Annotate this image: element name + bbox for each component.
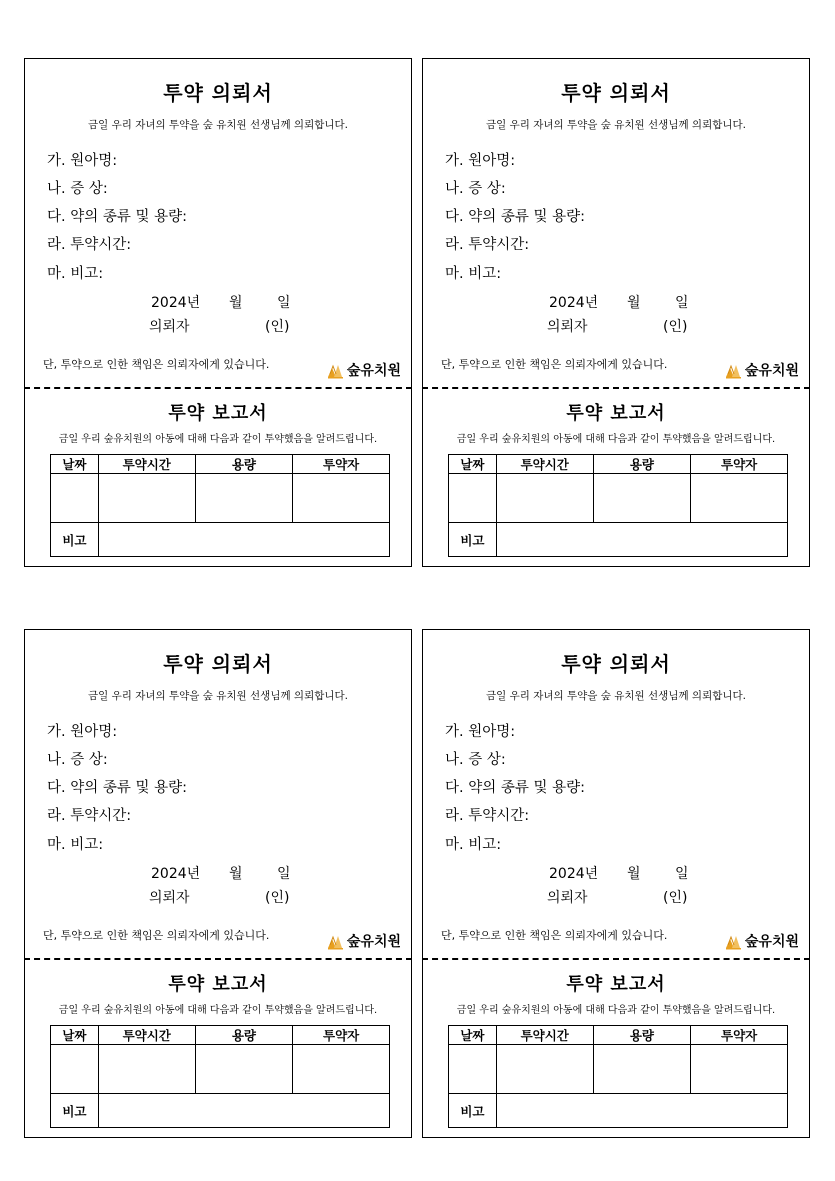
brand-name: 숲유치원 bbox=[744, 934, 799, 950]
requester-label: 의뢰자 bbox=[547, 319, 588, 335]
cell-administrator[interactable] bbox=[293, 1045, 390, 1094]
field-child-name: 가. 원아명: bbox=[47, 153, 118, 169]
report-intro: 금일 우리 숲유치원의 아동에 대해 다음과 같이 투약했음을 알려드립니다. bbox=[58, 1005, 378, 1016]
requester-label: 의뢰자 bbox=[149, 319, 190, 335]
cell-dose-time[interactable] bbox=[496, 1045, 593, 1094]
field-remarks: 마. 비고: bbox=[445, 266, 502, 282]
field-remarks: 마. 비고: bbox=[47, 266, 104, 282]
field-child-name: 가. 원아명: bbox=[445, 724, 516, 740]
report-intro: 금일 우리 숲유치원의 아동에 대해 다음과 같이 투약했음을 알려드립니다. bbox=[456, 1005, 776, 1016]
date-line bbox=[549, 863, 689, 883]
field-remarks: 마. 비고: bbox=[47, 837, 104, 853]
cell-date[interactable] bbox=[449, 474, 497, 523]
cut-line bbox=[24, 387, 412, 389]
remark-cell[interactable] bbox=[98, 1094, 389, 1128]
report-title: 투약 보고서 bbox=[168, 403, 268, 424]
field-symptom: 나. 증 상: bbox=[47, 181, 108, 197]
seal-label: (인) bbox=[265, 319, 290, 335]
medication-card bbox=[24, 629, 412, 1138]
report-table bbox=[448, 1025, 788, 1128]
signature-line bbox=[547, 316, 687, 336]
remark-cell[interactable] bbox=[496, 1094, 787, 1128]
col-date: 날짜 bbox=[51, 1026, 99, 1045]
date-year: 2024년 bbox=[549, 866, 599, 882]
request-title: 투약 의뢰서 bbox=[561, 81, 671, 105]
date-day: 일 bbox=[675, 295, 689, 311]
report-header-row bbox=[51, 1026, 390, 1045]
date-year: 2024년 bbox=[549, 295, 599, 311]
col-administrator: 투약자 bbox=[691, 1026, 788, 1045]
date-line bbox=[549, 292, 689, 312]
report-table bbox=[448, 454, 788, 557]
brand bbox=[725, 931, 799, 951]
brand-name: 숲유치원 bbox=[346, 934, 401, 950]
medication-card bbox=[422, 629, 810, 1138]
field-medicine-dosage: 다. 약의 종류 및 용량: bbox=[445, 780, 585, 796]
brand bbox=[327, 931, 401, 951]
date-month: 월 bbox=[229, 295, 243, 311]
col-dosage: 용량 bbox=[593, 455, 691, 474]
col-dosage: 용량 bbox=[593, 1026, 691, 1045]
report-table bbox=[50, 454, 390, 557]
col-administrator: 투약자 bbox=[293, 1026, 390, 1045]
report-entry-row bbox=[51, 1045, 390, 1094]
brand-name: 숲유치원 bbox=[744, 363, 799, 379]
request-intro: 금일 우리 자녀의 투약을 숲 유치원 선생님께 의뢰합니다. bbox=[486, 690, 746, 702]
report-table bbox=[50, 1025, 390, 1128]
request-intro: 금일 우리 자녀의 투약을 숲 유치원 선생님께 의뢰합니다. bbox=[486, 119, 746, 131]
date-line bbox=[151, 292, 291, 312]
field-symptom: 나. 증 상: bbox=[445, 752, 506, 768]
report-intro: 금일 우리 숲유치원의 아동에 대해 다음과 같이 투약했음을 알려드립니다. bbox=[456, 434, 776, 445]
field-medicine-dosage: 다. 약의 종류 및 용량: bbox=[445, 209, 585, 225]
requester-label: 의뢰자 bbox=[547, 890, 588, 906]
seal-label: (인) bbox=[265, 890, 290, 906]
report-intro: 금일 우리 숲유치원의 아동에 대해 다음과 같이 투약했음을 알려드립니다. bbox=[58, 434, 378, 445]
cut-line bbox=[422, 958, 810, 960]
col-date: 날짜 bbox=[51, 455, 99, 474]
cell-date[interactable] bbox=[51, 474, 99, 523]
remark-cell[interactable] bbox=[98, 523, 389, 557]
seal-label: (인) bbox=[663, 890, 688, 906]
report-remark-row bbox=[449, 1094, 788, 1128]
responsibility-note: 단, 투약으로 인한 책임은 의뢰자에게 있습니다. bbox=[43, 929, 270, 942]
responsibility-note: 단, 투약으로 인한 책임은 의뢰자에게 있습니다. bbox=[441, 929, 668, 942]
field-dose-time: 라. 투약시간: bbox=[47, 808, 132, 824]
field-dose-time: 라. 투약시간: bbox=[47, 237, 132, 253]
col-dose-time: 투약시간 bbox=[98, 1026, 195, 1045]
cell-dose-time[interactable] bbox=[98, 1045, 195, 1094]
remark-label: 비고 bbox=[51, 523, 99, 557]
field-symptom: 나. 증 상: bbox=[445, 181, 506, 197]
remark-label: 비고 bbox=[51, 1094, 99, 1128]
field-medicine-dosage: 다. 약의 종류 및 용량: bbox=[47, 209, 187, 225]
date-month: 월 bbox=[229, 866, 243, 882]
remark-cell[interactable] bbox=[496, 523, 787, 557]
signature-line bbox=[149, 887, 289, 907]
report-header-row bbox=[51, 455, 390, 474]
responsibility-note: 단, 투약으로 인한 책임은 의뢰자에게 있습니다. bbox=[441, 358, 668, 371]
request-title: 투약 의뢰서 bbox=[561, 652, 671, 676]
request-title: 투약 의뢰서 bbox=[163, 81, 273, 105]
report-header-row bbox=[449, 455, 788, 474]
col-date: 날짜 bbox=[449, 1026, 497, 1045]
field-symptom: 나. 증 상: bbox=[47, 752, 108, 768]
medication-card bbox=[24, 58, 412, 567]
cell-dosage[interactable] bbox=[195, 474, 293, 523]
cell-dosage[interactable] bbox=[593, 1045, 691, 1094]
cell-date[interactable] bbox=[449, 1045, 497, 1094]
col-administrator: 투약자 bbox=[293, 455, 390, 474]
cell-dosage[interactable] bbox=[593, 474, 691, 523]
request-intro: 금일 우리 자녀의 투약을 숲 유치원 선생님께 의뢰합니다. bbox=[88, 119, 348, 131]
col-date: 날짜 bbox=[449, 455, 497, 474]
brand bbox=[725, 360, 799, 380]
col-dosage: 용량 bbox=[195, 455, 293, 474]
date-month: 월 bbox=[627, 295, 641, 311]
requester-label: 의뢰자 bbox=[149, 890, 190, 906]
col-dose-time: 투약시간 bbox=[496, 455, 593, 474]
report-remark-row bbox=[51, 523, 390, 557]
remark-label: 비고 bbox=[449, 523, 497, 557]
remark-label: 비고 bbox=[449, 1094, 497, 1128]
report-entry-row bbox=[449, 1045, 788, 1094]
forest-kindergarten-logo-icon bbox=[327, 362, 344, 379]
cell-administrator[interactable] bbox=[691, 1045, 788, 1094]
col-dose-time: 투약시간 bbox=[98, 455, 195, 474]
cell-administrator[interactable] bbox=[691, 474, 788, 523]
report-title: 투약 보고서 bbox=[566, 974, 666, 995]
date-line bbox=[151, 863, 291, 883]
request-intro: 금일 우리 자녀의 투약을 숲 유치원 선생님께 의뢰합니다. bbox=[88, 690, 348, 702]
date-day: 일 bbox=[277, 295, 291, 311]
field-dose-time: 라. 투약시간: bbox=[445, 808, 530, 824]
field-remarks: 마. 비고: bbox=[445, 837, 502, 853]
col-administrator: 투약자 bbox=[691, 455, 788, 474]
cell-dosage[interactable] bbox=[195, 1045, 293, 1094]
report-remark-row bbox=[51, 1094, 390, 1128]
date-day: 일 bbox=[277, 866, 291, 882]
report-entry-row bbox=[51, 474, 390, 523]
report-title: 투약 보고서 bbox=[168, 974, 268, 995]
cell-date[interactable] bbox=[51, 1045, 99, 1094]
report-remark-row bbox=[449, 523, 788, 557]
seal-label: (인) bbox=[663, 319, 688, 335]
date-month: 월 bbox=[627, 866, 641, 882]
date-year: 2024년 bbox=[151, 866, 201, 882]
report-header-row bbox=[449, 1026, 788, 1045]
brand-name: 숲유치원 bbox=[346, 363, 401, 379]
field-medicine-dosage: 다. 약의 종류 및 용량: bbox=[47, 780, 187, 796]
medication-card bbox=[422, 58, 810, 567]
request-title: 투약 의뢰서 bbox=[163, 652, 273, 676]
col-dose-time: 투약시간 bbox=[496, 1026, 593, 1045]
cut-line bbox=[24, 958, 412, 960]
col-dosage: 용량 bbox=[195, 1026, 293, 1045]
forest-kindergarten-logo-icon bbox=[725, 933, 742, 950]
field-dose-time: 라. 투약시간: bbox=[445, 237, 530, 253]
forest-kindergarten-logo-icon bbox=[327, 933, 344, 950]
report-title: 투약 보고서 bbox=[566, 403, 666, 424]
field-child-name: 가. 원아명: bbox=[445, 153, 516, 169]
field-child-name: 가. 원아명: bbox=[47, 724, 118, 740]
signature-line bbox=[149, 316, 289, 336]
responsibility-note: 단, 투약으로 인한 책임은 의뢰자에게 있습니다. bbox=[43, 358, 270, 371]
date-day: 일 bbox=[675, 866, 689, 882]
cell-administrator[interactable] bbox=[293, 474, 390, 523]
signature-line bbox=[547, 887, 687, 907]
brand bbox=[327, 360, 401, 380]
date-year: 2024년 bbox=[151, 295, 201, 311]
cell-dose-time[interactable] bbox=[496, 474, 593, 523]
report-entry-row bbox=[449, 474, 788, 523]
forest-kindergarten-logo-icon bbox=[725, 362, 742, 379]
cell-dose-time[interactable] bbox=[98, 474, 195, 523]
cut-line bbox=[422, 387, 810, 389]
